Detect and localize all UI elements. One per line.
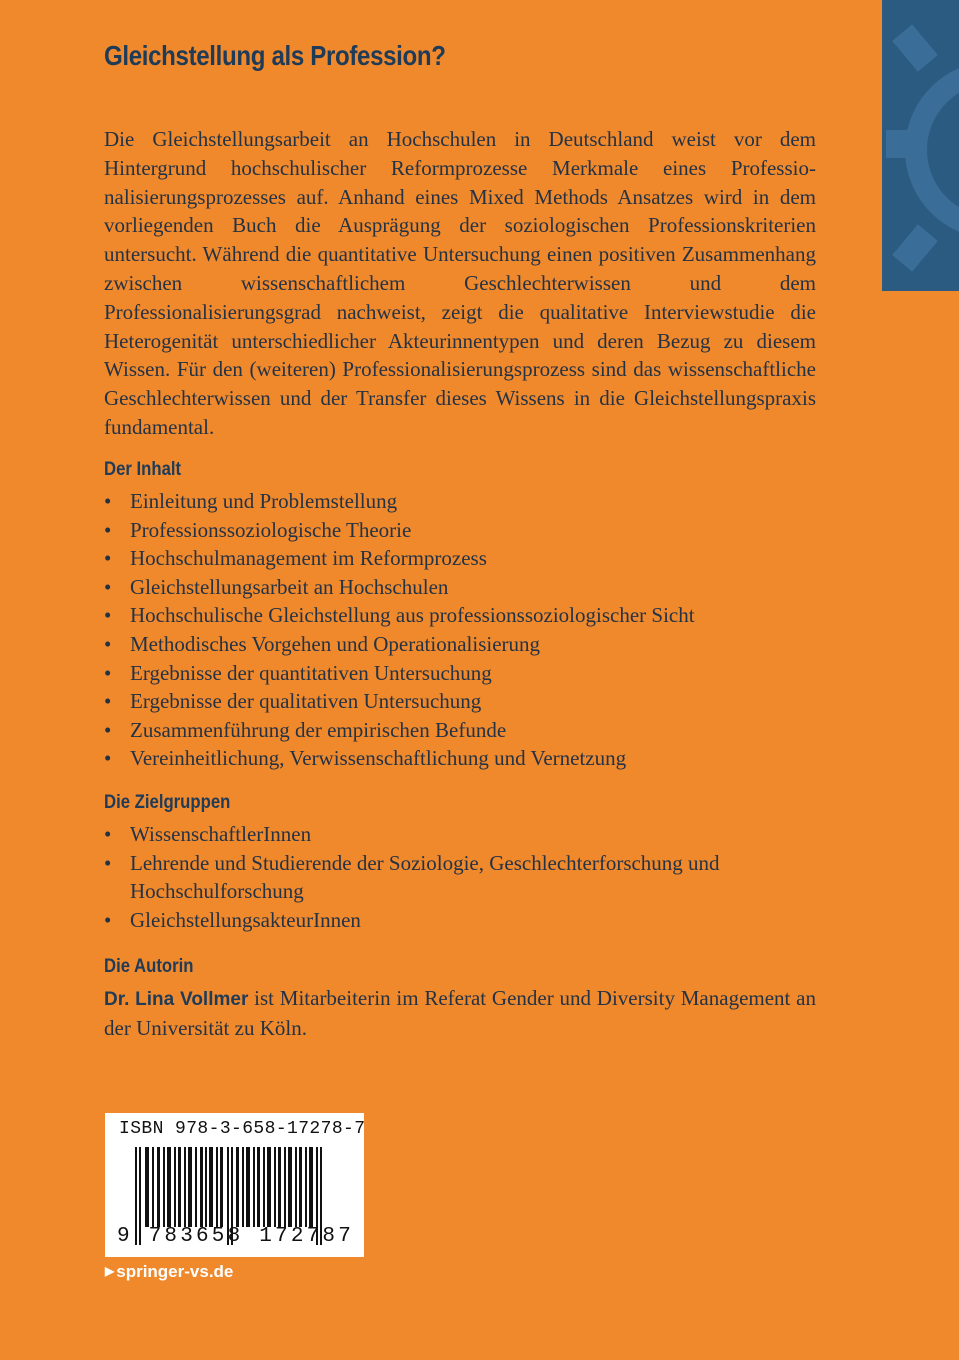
contents-heading: Der Inhalt: [104, 459, 182, 480]
target-groups-heading: Die Zielgruppen: [104, 792, 231, 813]
list-item: • Zusammenführung der empirischen Befunde: [104, 716, 816, 745]
bullet-icon: •: [104, 546, 112, 571]
website-label: springer-vs.de: [116, 1262, 234, 1281]
corner-panel: [882, 0, 959, 291]
list-item: • Methodisches Vorgehen und Operationalisierung: [104, 630, 816, 659]
contents-list: [104, 487, 816, 773]
gear-icon: [882, 0, 959, 291]
barcode-digits: 9 783658 172787: [117, 1225, 355, 1248]
bullet-icon: •: [104, 717, 112, 742]
author-bio: [104, 984, 816, 1043]
arrow-right-icon: ▶: [105, 1264, 115, 1278]
bullet-icon: •: [104, 574, 112, 599]
bullet-icon: •: [104, 850, 112, 875]
list-item: • GleichstellungsakteurInnen: [104, 906, 816, 935]
author-bio-text: ist Mitarbeiterin im Referat Gender und Diversity Management an der Universität zu Köln.: [104, 986, 816, 1040]
list-item: • Ergebnisse der quantitativen Untersuchung: [104, 659, 816, 688]
bullet-icon: •: [104, 489, 112, 513]
list-item: • Lehrende und Studierende der Soziologie, Geschlechterforschung und Hochschulforschung: [104, 850, 720, 904]
book-title: Gleichstellung als Profession?: [104, 40, 446, 71]
list-item: • Professionssoziologische Theorie: [104, 516, 816, 545]
bullet-icon: •: [104, 660, 112, 685]
isbn-barcode: [105, 1113, 364, 1257]
author-heading: Die Autorin: [104, 956, 194, 977]
publisher-website[interactable]: [105, 1262, 233, 1282]
target-groups-list: [104, 820, 816, 934]
list-item: • Gleichstellungsarbeit an Hochschulen: [104, 573, 816, 602]
bullet-icon: •: [104, 517, 112, 542]
list-item: • Vereinheitlichung, Verwissenschaftlichung und Vernetzung: [104, 744, 816, 773]
author-name: Dr. Lina Vollmer: [104, 989, 249, 1010]
list-item: • Hochschulische Gleichstellung aus professionssoziologischer Sicht: [104, 601, 816, 630]
bullet-icon: •: [104, 907, 112, 932]
bullet-icon: •: [104, 631, 112, 656]
list-item: • WissenschaftlerInnen: [104, 820, 816, 849]
bullet-icon: •: [104, 746, 112, 771]
description-text: Die Gleichstellungsarbeit an Hochschulen in Deutschland weist vor dem Hintergrund hochschulischer Reformprozesse Merkmale eines Professionalisierungsprozesses auf. Anhand eines Mixed Methods Ansatzes wird in dem vorliegenden Buch die Ausprägung der soziologischen Professionskriterien untersucht. Während die quantitative Untersuchung einen positiven Zusammenhang zwischen wissenschaftlichem Geschlechterwissen und dem Professionalisierungsgrad nachweist, zeigt die qualitative Interviewstudie die Heterogenität unterschiedlicher Akteurinnentypen und deren Bezug zu diesem Wissen. Für den (weiteren) Professionalisierungsprozess sind das wissenschaftliche Geschlechterwissen und der Transfer dieses Wissens in die Gleichstellungspraxis fundamental.: [104, 127, 816, 439]
list-item: • Hochschulmanagement im Reformprozess: [104, 544, 816, 573]
bullet-icon: •: [104, 689, 112, 714]
list-item: • Ergebnisse der qualitativen Untersuchung: [104, 687, 816, 716]
bullet-icon: •: [104, 822, 112, 846]
list-item: • Einleitung und Problemstellung: [104, 487, 816, 516]
bullet-icon: •: [104, 603, 112, 628]
isbn-number: ISBN 978-3-658-17278-7: [119, 1119, 366, 1139]
